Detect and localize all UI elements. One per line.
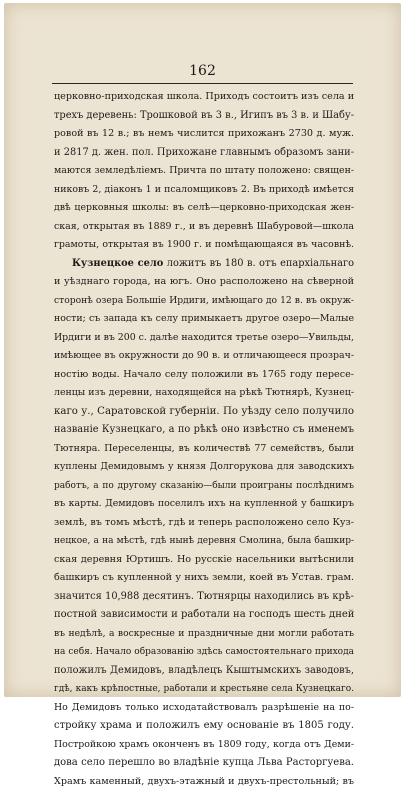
text-line: Храмъ каменный, двухъ-этажный и двухъ-престольный; въ	[54, 773, 354, 791]
text-line: въ недѣлѣ, а воскресные и праздничные дни могли работать	[54, 625, 354, 644]
text-line: и уѣзднаго города, на югъ. Оно расположено на сѣверной	[54, 273, 354, 292]
text-line: въ карты. Демидовъ поселилъ ихъ на купленной у башкиръ	[54, 495, 354, 514]
header-rule	[52, 83, 353, 84]
text-line: ская, открытая въ 1889 г., и въ деревнѣ Шабуровой—школа	[54, 218, 354, 237]
text-line: и 2817 д. жен. пол. Прихожане главнымъ образомъ зани-	[54, 144, 354, 163]
text-line: ленцы изъ деревни, находящейся на рѣкѣ Тютнярѣ, Кузнец-	[54, 384, 354, 403]
text-line: на себя. Начало образованію здѣсь самостоятельнаго прихода	[54, 643, 354, 662]
text-line: сторонѣ озера Большіе Ирдиги, имѣющаго до 12 в. въ окруж-	[54, 292, 354, 311]
text-line: маются земледѣліемъ. Причта по штату положено: священ-	[54, 162, 354, 181]
text-line: двѣ церковныя школы: въ селѣ—церковно-приходская жен-	[54, 199, 354, 218]
text-line: трехъ деревень: Трошковой въ 3 в., Игипъ въ 3 в. и Шабу-	[54, 107, 354, 126]
section-heading: Кузнецкое село	[72, 258, 163, 269]
text-line: нецкое, а на мѣстѣ, гдѣ нынѣ деревня Смолина, была башкир-	[54, 532, 354, 551]
text-line: грамоты, открытая въ 1900 г. и помѣщающаяся въ часовнѣ.	[54, 236, 354, 255]
body-text	[54, 88, 354, 791]
text-line: ности; съ запада къ селу примыкаетъ другое озеро—Малые	[54, 310, 354, 329]
text-line: положилъ Демидовъ, владѣлецъ Кыштымскихъ заводовъ,	[54, 662, 354, 681]
text-line: куплены Демидовымъ у князя Долгорукова для заводскихъ	[54, 458, 354, 477]
text-line: никовъ 2, діаконъ 1 и псаломщиковъ 2. Въ приходѣ имѣется	[54, 181, 354, 200]
text-line: Тютняра. Переселенцы, въ количествѣ 77 семействъ, были	[54, 440, 354, 459]
text-line: стройку храма и положилъ ему основаніе въ 1805 году.	[54, 717, 354, 736]
text-line: башкиръ съ купленной у нихъ земли, коей въ Устав. грам.	[54, 569, 354, 588]
text-line: ская деревня Юртишъ. Но русскіе насельники вытѣснили	[54, 551, 354, 570]
paragraph-first-line	[54, 255, 354, 274]
text-line: Постройкою храмъ оконченъ въ 1809 году, когда отъ Деми-	[54, 736, 354, 755]
text-line: гдѣ, какъ крѣпостные, работали и крестьяне села Кузнецкаго.	[54, 680, 354, 699]
text-line: церковно-приходская школа. Приходъ состоитъ изъ села и	[54, 88, 354, 107]
text-line: работъ, а по другому сказанію—были проиграны послѣднимъ	[54, 477, 354, 496]
text-span: ложитъ въ 180 в. отъ епархіальнаго	[167, 258, 354, 269]
text-line: ровой въ 12 в.; въ немъ числится прихожанъ 2730 д. муж.	[54, 125, 354, 144]
text-line: названіе Кузнецкаго, а по рѣкѣ оно извѣстно съ именемъ	[54, 421, 354, 440]
book-page	[4, 3, 401, 697]
text-line: каго у., Саратовской губерніи. По уѣзду село получило	[54, 403, 354, 422]
text-line: дова село перешло во владѣніе купца Льва Расторгуева.	[54, 754, 354, 773]
text-line: значится 10,988 десятинъ. Тютнярцы находились въ крѣ-	[54, 588, 354, 607]
text-line: Ирдиги и въ 200 с. далѣе находится третье озеро—Увильды,	[54, 329, 354, 348]
text-line: имѣющее въ окружности до 90 в. и отличающееся прозрач-	[54, 347, 354, 366]
text-line: ностію воды. Начало селу положили въ 1765 году пересе-	[54, 366, 354, 385]
page-number: 162	[4, 63, 401, 79]
text-line: постной зависимости и работали на господъ шесть дней	[54, 606, 354, 625]
text-line: землѣ, въ томъ мѣстѣ, гдѣ и теперь расположено село Куз-	[54, 514, 354, 533]
text-line: Но Демидовъ только исходатайствовалъ разрѣшеніе на по-	[54, 699, 354, 718]
